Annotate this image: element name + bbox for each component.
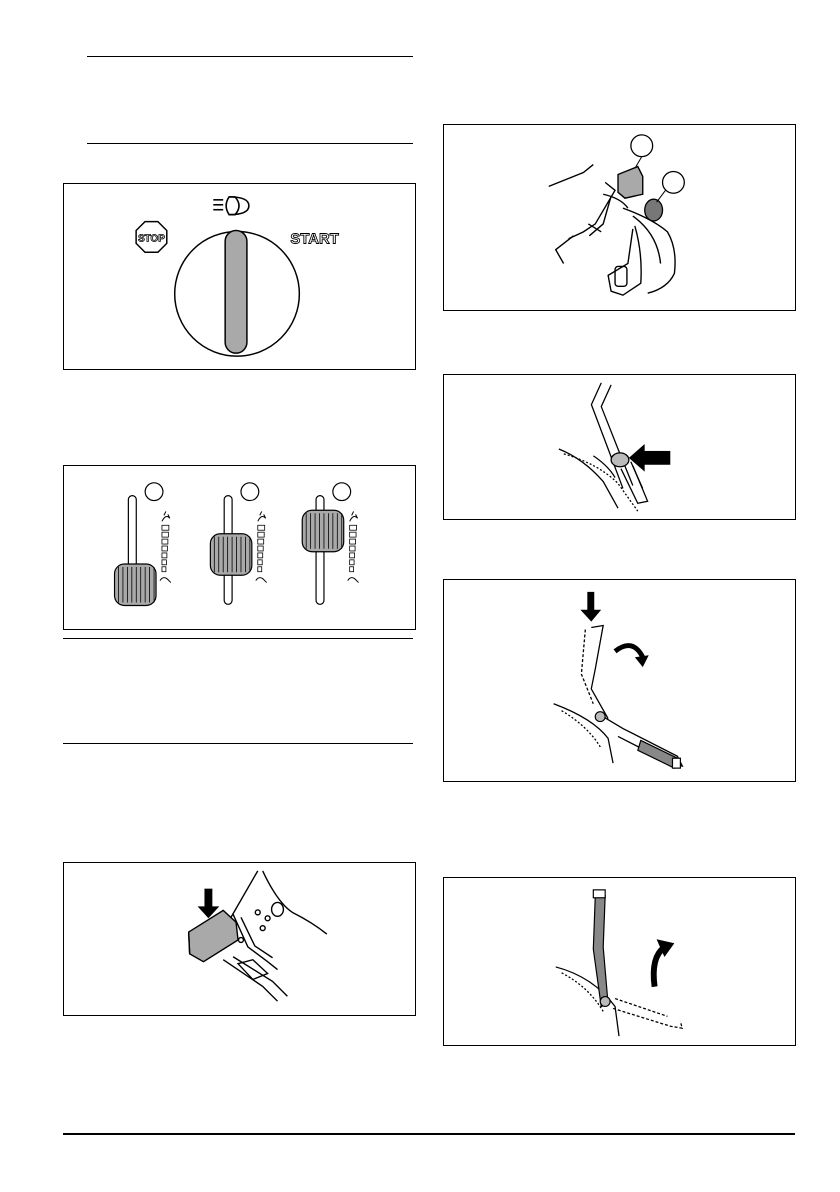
ignition-key-slot: [225, 230, 247, 353]
throttle-position-3: [302, 483, 358, 605]
ignition-switch-figure: [63, 183, 416, 370]
speed-step: [258, 560, 262, 565]
speed-step: [162, 539, 168, 544]
speed-step: [162, 532, 168, 537]
speed-step: [162, 546, 167, 551]
speed-step: [162, 560, 166, 565]
ignition-switch-illustration: [64, 184, 415, 369]
headlight-icon: [213, 197, 249, 215]
stop-sign-icon: [136, 222, 167, 253]
curved-arrow-icon: [615, 646, 649, 668]
callout-circle: [145, 483, 163, 501]
upright-lever: [593, 890, 608, 1007]
speed-step: [350, 539, 356, 544]
speed-step: [350, 553, 355, 558]
left-arrow-icon: [629, 444, 670, 472]
pedal-pad: [189, 910, 238, 961]
callout-circle: [333, 483, 351, 501]
speed-step: [162, 567, 166, 572]
lever-figure-3: [443, 877, 796, 1046]
start-label: START: [290, 231, 339, 248]
down-arrow-icon: [580, 592, 601, 622]
throttle-grip: [210, 534, 251, 575]
throttle-position-2: [210, 483, 266, 605]
pedal-illustration: [64, 863, 415, 1015]
speed-step: [258, 525, 265, 530]
speed-step: [258, 546, 263, 551]
hare-icon: [162, 511, 170, 521]
pedal-figure: [63, 862, 416, 1016]
speed-step: [350, 560, 354, 565]
lever-grip-clamp: [611, 453, 629, 467]
speed-step: [162, 525, 169, 530]
lever-illustration-2: [444, 580, 795, 781]
tortoise-icon: [160, 578, 171, 583]
rule-top-2: [87, 143, 413, 144]
rule-top-1: [87, 56, 413, 57]
speed-step: [350, 525, 357, 530]
lever-illustration-1: [444, 375, 795, 519]
lever-illustration-3: [444, 878, 795, 1045]
callout-circle-2: [663, 171, 685, 193]
callout-circle-1: [631, 135, 653, 157]
tortoise-icon: [348, 578, 359, 583]
rule-mid-1: [63, 638, 413, 639]
brake-lock-illustration: [444, 125, 795, 310]
speed-step: [350, 567, 354, 572]
hare-icon: [258, 511, 266, 521]
throttle-positions-illustration: [64, 466, 415, 629]
speed-step: [258, 567, 262, 572]
speed-step: [350, 546, 355, 551]
brake-pedal-pad: [618, 167, 643, 199]
down-arrow-icon: [198, 889, 220, 919]
throttle-grip: [115, 564, 156, 605]
tortoise-icon: [256, 578, 267, 583]
footer-rule: [63, 1133, 795, 1135]
stop-label: STOP: [138, 233, 165, 245]
lever-figure-2: [443, 579, 796, 782]
throttle-position-1: [115, 483, 171, 606]
throttle-grip: [302, 510, 343, 551]
speed-step: [258, 532, 264, 537]
callout-circle: [241, 483, 259, 501]
speed-step: [162, 553, 167, 558]
parking-lock-knob: [645, 199, 663, 221]
hare-icon: [350, 511, 358, 521]
speed-step: [258, 553, 263, 558]
speed-step: [350, 532, 356, 537]
lever-figure-1: [443, 374, 796, 520]
speed-step: [258, 539, 264, 544]
rule-mid-2: [63, 743, 413, 744]
throttle-positions-figure: [63, 465, 416, 630]
brake-lock-figure: [443, 124, 796, 311]
curved-up-arrow-icon: [654, 939, 675, 986]
